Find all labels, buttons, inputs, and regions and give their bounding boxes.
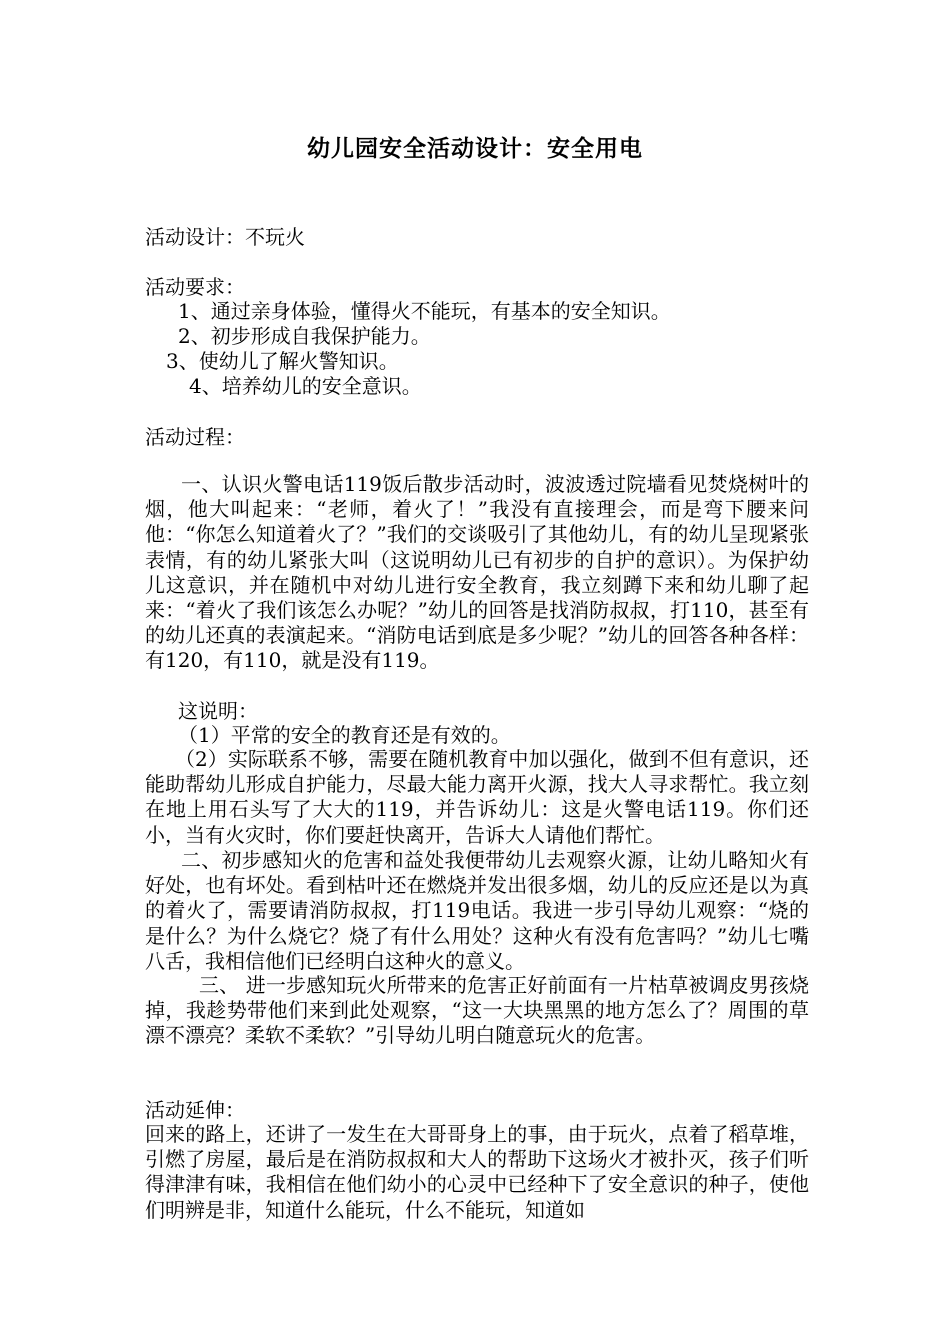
- process-paragraph-1: 一、认识火警电话119饭后散步活动时，波波透过院墙看见焚烧树叶的烟，他大叫起来：“老师，着火了！”我没有直接理会，而是弯下腰来问他：“你怎么知道着火了？”我们的交谈吸引了其他幼儿，有的幼儿呈现紧张表情，有的幼儿紧张大叫（这说明幼儿已有初步的自护的意识）。为保护幼儿这意识，并在随机中对幼儿进行安全教育，我立刻蹲下来和幼儿聊了起来：“着火了我们该怎么办呢？”幼儿的回答是找消防叔叔，打110，甚至有的幼儿还真的表演起来。“消防电话到底是多少呢？”幼儿的回答各种各样：有120，有110，就是没有119。: [145, 472, 809, 673]
- requirement-item-4: 4、培养幼儿的安全意识。: [189, 374, 422, 398]
- process-paragraph-2: 二、初步感知火的危害和益处我便带幼儿去观察火源，让幼儿略知火有好处，也有坏处。看到枯叶还在燃烧并发出很多烟，幼儿的反应还是以为真的着火了，需要请消防叔叔，打119电话。我进一步引导幼儿观察：“烧的是什么？为什么烧它？烧了有什么用处？这种火有没有危害吗？”幼儿七嘴八舌，我相信他们已经明白这种火的意义。: [145, 848, 809, 973]
- explain-point-2: （2）实际联系不够，需要在随机教育中加以强化，做到不但有意识，还能助帮幼儿形成自护能力，尽最大能力离开火源，找大人寻求帮忙。我立刻在地上用石头写了大大的119，并告诉幼儿：这是火警电话119。你们还小，当有火灾时，你们要赶快离开，告诉大人请他们帮忙。: [145, 747, 809, 847]
- requirement-item-1: 1、通过亲身体验，懂得火不能玩，有基本的安全知识。: [178, 299, 671, 323]
- process-paragraph-3: 三、 进一步感知玩火所带来的危害正好前面有一片枯草被调皮男孩烧掉，我趁势带他们来到此处观察，“这一大块黑黑的地方怎么了？周围的草漂不漂亮？柔软不柔软？”引导幼儿明白随意玩火的危害。: [145, 973, 809, 1048]
- process-heading: 活动过程：: [145, 425, 245, 449]
- explain-heading: 这说明：: [178, 699, 258, 723]
- document-title: 幼儿园安全活动设计：安全用电: [307, 135, 643, 162]
- requirements-heading: 活动要求：: [145, 275, 245, 299]
- extension-paragraph: 回来的路上，还讲了一发生在大哥哥身上的事，由于玩火，点着了稻草堆，引燃了房屋，最后是在消防叔叔和大人的帮助下这场火才被扑灭，孩子们听得津津有味，我相信在他们幼小的心灵中已经种下了安全意识的种子，使他们明辨是非，知道什么能玩，什么不能玩，知道如: [145, 1122, 809, 1222]
- activity-design-line: 活动设计：不玩火: [145, 225, 305, 249]
- extension-heading: 活动延伸：: [145, 1098, 245, 1122]
- requirement-item-2: 2、初步形成自我保护能力。: [178, 324, 431, 348]
- requirement-item-3: 3、使幼儿了解火警知识。: [166, 349, 399, 373]
- explain-point-1: （1）平常的安全的教育还是有效的。: [178, 723, 511, 747]
